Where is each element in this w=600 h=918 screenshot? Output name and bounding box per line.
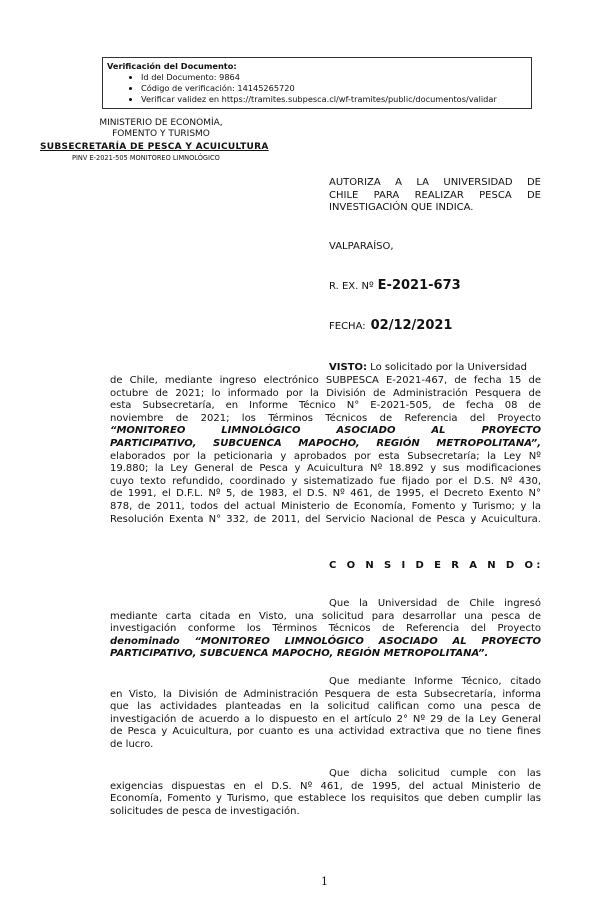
subsecretaria-title: SUBSECRETARÍA DE PESCA Y ACUICULTURA: [40, 142, 269, 152]
visto-line: Resolución Exenta N° 332, de 2011, del Servicio Nacional de Pesca y Acuicultura.: [110, 513, 541, 525]
visto-line: elaborados por la peticionaria y aprobados por esta Subsecretaría; la Ley Nº: [110, 450, 541, 462]
visto-line: cuyo texto refundido, coordinado y sistematizado fue fijado por el D.S. Nº 430,: [110, 475, 541, 487]
considerando-line: que las actividades planteadas en la solicitud califican como una pesca de: [110, 701, 541, 713]
visto-label: VISTO:: [329, 362, 367, 373]
resolution-value: E-2021-673: [377, 278, 461, 293]
ministry-line-1: MINISTERIO DE ECONOMÍA,: [99, 118, 223, 128]
considerando-2-first-line: Que mediante Informe Técnico, citado: [329, 676, 541, 687]
considerando-3-first-line: Que dicha solicitud cumple con las: [329, 768, 541, 779]
visto-line: de Chile, mediante ingreso electrónico SUBPESCA E-2021-467, de fecha 15 de: [110, 375, 541, 386]
visto-line: esta Subsecretaría, en Informe Técnico N° E-2021-505, de fecha 08 de: [110, 400, 541, 412]
considerando-project-name-line-1: denominado “MONITOREO LIMNOLÓGICO ASOCIADO AL PROYECTO: [110, 635, 541, 647]
considerando-project-name-line-2: PARTICIPATIVO, SUBCUENCA MAPOCHO, REGIÓN METROPOLITANA”.: [110, 648, 489, 660]
date-label: FECHA:: [329, 321, 366, 332]
visto-line: 878, de 2011, todos del actual Ministerio de Economía, Fomento y Turismo; y la: [110, 500, 541, 512]
considerando-heading: C O N S I D E R A N D O:: [329, 560, 544, 571]
visto-line: 19.880; la Ley General de Pesca y Acuicultura Nº 18.892 y sus modificaciones: [110, 463, 541, 475]
considerando-line: de lucro.: [110, 738, 154, 750]
visto-first-line: [329, 362, 527, 375]
title-line-3: INVESTIGACIÓN QUE INDICA.: [329, 202, 474, 213]
visto-first-text: Lo solicitado por la Universidad: [370, 362, 527, 373]
place: VALPARAÍSO,: [329, 241, 394, 252]
considerando-line: mediante carta citada en Visto, una solicitud para desarrollar una pesca de: [110, 610, 541, 622]
considerando-line: exigencias dispuestas en el D.S. Nº 461, de 1995, del actual Ministerio de: [110, 780, 541, 792]
verification-title: Verificación del Documento:: [107, 61, 237, 71]
page-number: 1: [321, 875, 328, 888]
visto-line: octubre de 2021; lo informado por la División de Administración Pesquera de: [110, 387, 541, 399]
considerando-1-first-line: Que la Universidad de Chile ingresó: [329, 598, 541, 609]
date-value: 02/12/2021: [370, 318, 453, 333]
verification-box: [102, 57, 532, 109]
visto-project-name-line-2: PARTICIPATIVO, SUBCUENCA MAPOCHO, REGIÓN METROPOLITANA”,: [110, 437, 541, 449]
verification-item-id: • Id del Documento: 9864: [141, 72, 527, 83]
considerando-1-body: [110, 611, 541, 661]
considerando-line: investigación conforme los Términos Técnicos de Referencia del Proyecto: [110, 623, 541, 635]
visto-line: de 1991, el D.F.L. Nº 5, de 1983, el D.S. Nº 461, de 1995, el Decreto Exento N°: [110, 488, 541, 500]
reference-code: PINV E-2021-505 MONITOREO LIMNOLÓGICO: [72, 154, 220, 162]
title-line-1: AUTORIZA A LA UNIVERSIDAD DE: [329, 177, 541, 188]
verification-item-code: • Código de verificación: 14145265720: [141, 83, 527, 94]
document-date: [329, 320, 452, 334]
title-line-2: CHILE PARA REALIZAR PESCA DE: [329, 189, 541, 201]
ministry-line-2: FOMENTO Y TURISMO: [112, 129, 210, 139]
visto-body: [110, 375, 541, 526]
considerando-line: investigación de acuerdo a lo dispuesto en el artículo 2° Nº 29 de la Ley General: [110, 713, 541, 725]
considerando-line: en Visto, la División de Administración Pesquera de esta Subsecretaría, informa: [110, 688, 541, 700]
resolution-label: R. EX. Nº: [329, 281, 374, 292]
considerando-2-body: [110, 689, 541, 752]
verification-item-url[interactable]: • Verificar validez en https://tramites.subpesca.cl/wf-tramites/public/documentos/validar: [141, 94, 527, 105]
considerando-line: Economía, Fomento y Turismo, que establece los requisitos que deben cumplir las: [110, 793, 541, 805]
considerando-line: solicitudes de pesca de investigación.: [110, 805, 300, 817]
visto-project-name-line-1: “MONITOREO LIMNOLÓGICO ASOCIADO AL PROYECTO: [110, 425, 541, 437]
verification-list: [107, 72, 527, 105]
resolution-number: [329, 280, 461, 294]
visto-line: noviembre de 2021; los Términos Técnicos de Referencia del Proyecto: [110, 412, 541, 424]
considerando-line: de Pesca y Acuicultura, por cuanto es una actividad extractiva que no tiene fines: [110, 726, 541, 738]
ministry-name: [62, 118, 260, 140]
considerando-3-body: [110, 781, 541, 819]
